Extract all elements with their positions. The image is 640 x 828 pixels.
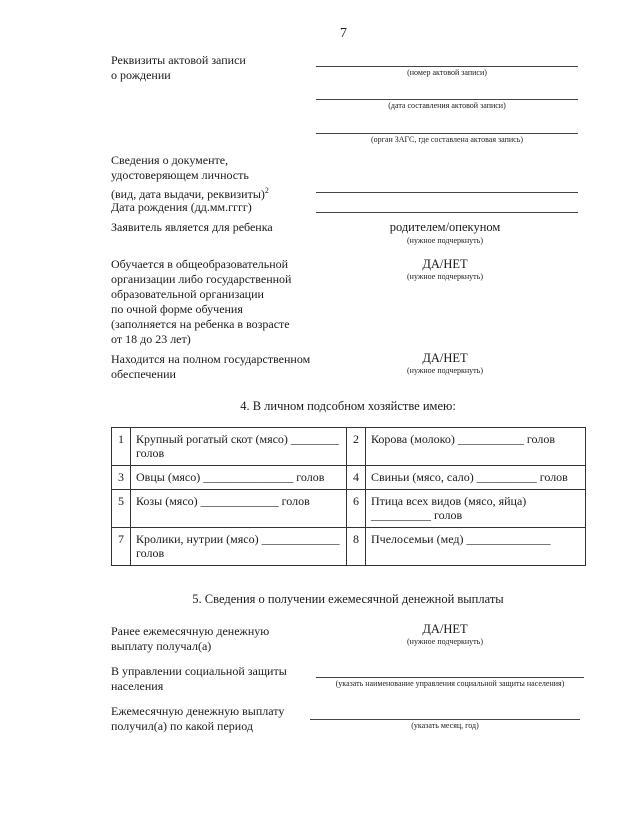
table-row — [112, 428, 586, 466]
education-label: Обучается в общеобразовательной организации либо государственной образовательной организации по очной форме обучения (заполняется на ребенка в возрасте от 18 до 23 лет) — [111, 257, 292, 346]
table-cell-num: 2 — [347, 428, 366, 466]
table-row — [112, 528, 586, 566]
page-number: 7 — [340, 26, 347, 41]
section5-heading: 5. Сведения о получении ежемесячной денежной выплаты — [192, 592, 504, 606]
table-cell-item[interactable]: Свиньи (мясо, сало) __________ голов — [366, 466, 586, 490]
birth-record-label: Реквизиты актовой записи о рождении — [111, 53, 246, 82]
education-hint: (нужное подчеркнуть) — [407, 272, 483, 281]
household-table — [111, 427, 586, 566]
birth-record-office-caption: (орган ЗАГС, где составлена актовая запись) — [370, 135, 524, 144]
table-cell-num: 3 — [112, 466, 131, 490]
payment-received-hint: (нужное подчеркнуть) — [407, 637, 483, 646]
identity-doc-label-text: Сведения о документе, удостоверяющем личность (вид, дата выдачи, реквизиты) — [111, 153, 265, 201]
table-cell-item[interactable]: Овцы (мясо) _______________ голов — [131, 466, 347, 490]
table-cell-num: 6 — [347, 490, 366, 528]
birth-date-label: Дата рождения (дд.мм.гггг) — [111, 200, 252, 214]
table-cell-item[interactable]: Корова (молоко) ___________ голов — [366, 428, 586, 466]
table-cell-item[interactable]: Кролики, нутрии (мясо) _____________ голов — [131, 528, 347, 566]
social-department-field[interactable] — [316, 677, 584, 678]
identity-doc-field[interactable] — [316, 192, 578, 193]
payment-period-label: Ежемесячную денежную выплату получил(а) по какой период — [111, 704, 285, 733]
payment-period-field[interactable] — [310, 719, 580, 720]
social-department-label: В управлении социальной защиты населения — [111, 664, 287, 693]
birth-date-field[interactable] — [316, 212, 578, 213]
table-cell-item[interactable]: Пчелосемьи (мед) ______________ — [366, 528, 586, 566]
table-cell-num: 4 — [347, 466, 366, 490]
payment-period-caption: (указать месяц, год) — [411, 721, 479, 730]
payment-received-choice[interactable]: ДА/НЕТ — [422, 622, 468, 636]
identity-doc-label — [111, 153, 269, 202]
applicant-role-label: Заявитель является для ребенка — [111, 220, 273, 234]
table-cell-item[interactable]: Птица всех видов (мясо, яйца) __________ голов — [366, 490, 586, 528]
birth-record-office-field[interactable] — [316, 133, 578, 134]
birth-record-number-caption: (номер актовой записи) — [407, 68, 487, 77]
birth-record-number-field[interactable] — [316, 66, 578, 67]
applicant-role-hint: (нужное подчеркнуть) — [407, 236, 483, 245]
table-cell-num: 8 — [347, 528, 366, 566]
table-cell-num: 5 — [112, 490, 131, 528]
table-cell-num: 1 — [112, 428, 131, 466]
table-row — [112, 490, 586, 528]
table-cell-item[interactable]: Крупный рогатый скот (мясо) ________ голов — [131, 428, 347, 466]
table-row — [112, 466, 586, 490]
social-department-caption: (указать наименование управления социальной защиты населения) — [335, 679, 565, 688]
state-support-choice[interactable]: ДА/НЕТ — [422, 351, 468, 365]
table-cell-num: 7 — [112, 528, 131, 566]
state-support-label: Находится на полном государственном обеспечении — [111, 352, 311, 381]
section4-heading: 4. В личном подсобном хозяйстве имею: — [240, 399, 456, 413]
birth-record-date-field[interactable] — [316, 99, 578, 100]
birth-record-date-caption: (дата составления актовой записи) — [388, 101, 506, 110]
table-cell-item[interactable]: Козы (мясо) _____________ голов — [131, 490, 347, 528]
state-support-hint: (нужное подчеркнуть) — [407, 366, 483, 375]
footnote-mark: 2 — [264, 186, 269, 195]
applicant-role-choice[interactable]: родителем/опекуном — [389, 220, 501, 234]
payment-received-label: Ранее ежемесячную денежную выплату получал(а) — [111, 624, 270, 653]
education-choice[interactable]: ДА/НЕТ — [422, 257, 468, 271]
